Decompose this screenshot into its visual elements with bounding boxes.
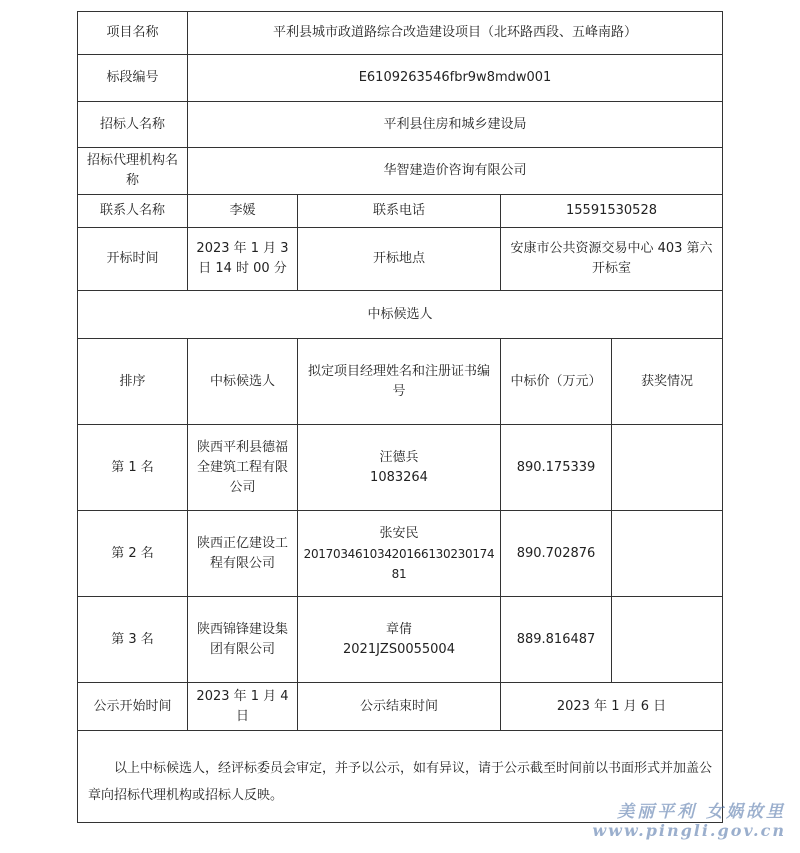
watermark-slogan: 美丽平利 女娲故里: [617, 802, 786, 822]
candidate-manager: [298, 511, 501, 597]
phone-value: 15591530528: [501, 195, 723, 228]
contact-row: [78, 195, 723, 228]
candidate-price: 890.702876: [501, 511, 612, 597]
publicity-start-label: 公示开始时间: [78, 683, 188, 731]
candidate-company: 陕西平利县德福全建筑工程有限公司: [188, 425, 298, 511]
candidate-row: [78, 511, 723, 597]
contact-label: 联系人名称: [78, 195, 188, 228]
header-manager: 拟定项目经理姓名和注册证书编号: [298, 339, 501, 425]
candidate-row: [78, 425, 723, 511]
candidate-company: 陕西锦锋建设集团有限公司: [188, 597, 298, 683]
project-value: 平利县城市政道路综合改造建设项目（北环路西段、五峰南路）: [188, 12, 723, 55]
watermark-url: www.pingli.gov.cn: [592, 821, 786, 840]
candidate-price: 890.175339: [501, 425, 612, 511]
manager-cert: 20170346103420166130230174​81: [303, 546, 495, 581]
notice-text: 以上中标候选人，经评标委员会审定，并予以公示，如有异议，请于公示截至时间前以书面形式并加盖公章向招标代理机构或招标人反映。: [88, 761, 713, 803]
agency-label: 招标代理机构名称: [78, 148, 188, 195]
tenderer-row: [78, 102, 723, 148]
manager-name: 汪德兵: [379, 449, 419, 465]
manager-cert: 1083264: [370, 469, 428, 485]
tenderer-label: 招标人名称: [78, 102, 188, 148]
candidates-title-row: [78, 291, 723, 339]
candidate-manager: [298, 597, 501, 683]
opening-row: [78, 228, 723, 291]
phone-label: 联系电话: [298, 195, 501, 228]
publicity-end-label: 公示结束时间: [298, 683, 501, 731]
opening-time-label: 开标时间: [78, 228, 188, 291]
opening-time-value: 2023 年 1 月 3 日 14 时 00 分: [188, 228, 298, 291]
manager-name: 章倩: [385, 621, 412, 637]
contact-name: 李媛: [188, 195, 298, 228]
header-rank: 排序: [78, 339, 188, 425]
candidate-rank: 第 1 名: [78, 425, 188, 511]
candidate-award: [612, 597, 723, 683]
candidate-award: [612, 511, 723, 597]
opening-place-value: 安康市公共资源交易中心 403 第六开标室: [501, 228, 723, 291]
header-company: 中标候选人: [188, 339, 298, 425]
candidate-manager: [298, 425, 501, 511]
candidate-rank: 第 3 名: [78, 597, 188, 683]
header-award: 获奖情况: [612, 339, 723, 425]
candidate-row: [78, 597, 723, 683]
project-label: 项目名称: [78, 12, 188, 55]
candidate-company: 陕西正亿建设工程有限公司: [188, 511, 298, 597]
header-price: 中标价（万元）: [501, 339, 612, 425]
manager-cert: 2021JZS0055004: [343, 641, 455, 657]
manager-name: 张安民: [379, 525, 419, 541]
bid-result-table: [77, 11, 723, 823]
agency-row: [78, 148, 723, 195]
candidate-rank: 第 2 名: [78, 511, 188, 597]
project-row: [78, 12, 723, 55]
candidate-award: [612, 425, 723, 511]
candidate-price: 889.816487: [501, 597, 612, 683]
section-no-row: [78, 55, 723, 102]
agency-value: 华智建造价咨询有限公司: [188, 148, 723, 195]
publicity-end-value: 2023 年 1 月 6 日: [501, 683, 723, 731]
opening-place-label: 开标地点: [298, 228, 501, 291]
section-no-label: 标段编号: [78, 55, 188, 102]
section-no-value: E6109263546fbr9w8mdw001: [188, 55, 723, 102]
candidates-header-row: [78, 339, 723, 425]
tenderer-value: 平利县住房和城乡建设局: [188, 102, 723, 148]
publicity-start-value: 2023 年 1 月 4 日: [188, 683, 298, 731]
candidates-title: 中标候选人: [78, 291, 723, 339]
publicity-row: [78, 683, 723, 731]
